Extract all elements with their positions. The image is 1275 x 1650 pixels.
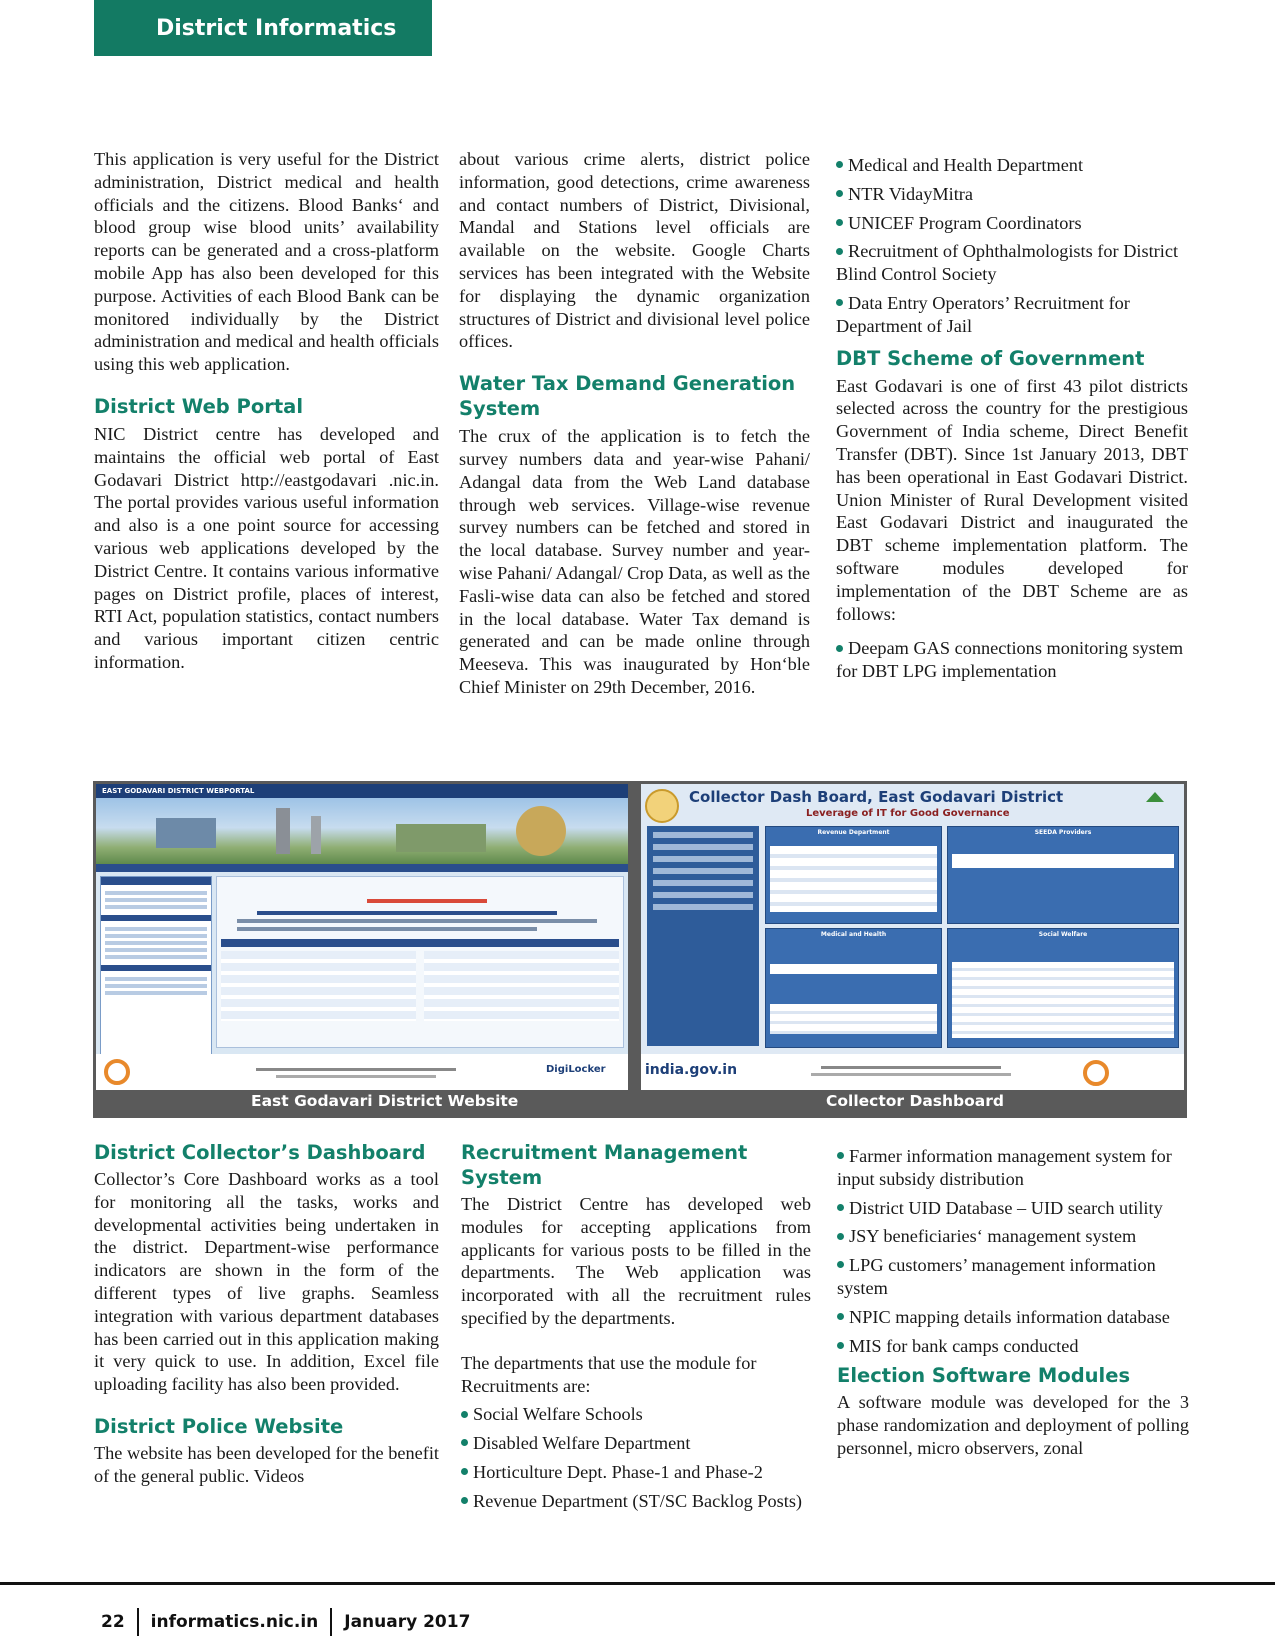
screenshot-figure [93, 781, 1187, 1118]
website-content [216, 876, 624, 1048]
bullet-icon [836, 248, 843, 255]
dashboard-title: Collector Dash Board, East Godavari District [689, 788, 1064, 806]
list-item: Data Entry Operators’ Recruitment for Department of Jail [836, 292, 1130, 336]
list-item: NTR VidayMitra [836, 183, 1188, 206]
footer-rule [0, 1582, 1275, 1585]
list-item: Farmer information management system for input subsidy distribution [837, 1146, 1172, 1189]
list-item: NPIC mapping details information database [837, 1306, 1189, 1329]
footer-divider [137, 1608, 139, 1636]
paragraph: This application is very useful for the District administration, District medical and health officials and the citizens. Blood Banks‘ and blood group wise blood units’ availability reports can be generated and a cross-platform mobile App has also been developed for this purpose. Activities of each Blood Bank can be monitored individually by the District administration and medical and health officials using this web application. [94, 149, 439, 375]
home-icon[interactable] [1146, 792, 1164, 802]
caption-website: East Godavari District Website [251, 1092, 519, 1110]
bullet-icon [837, 1261, 844, 1268]
column-1-lower [94, 1140, 439, 1488]
list-item: Recruitment of Ophthalmologists for District Blind Control Society [836, 241, 1179, 285]
bullet-icon [461, 1439, 468, 1446]
paragraph: NIC District centre has developed and maintains the official web portal of East Godavari District http://eastgodavari .nic.in. The portal provides various useful information and also is a one point source for accessing various web applications developed by the District Centre. It contains various informative pages on District profile, places of interest, RTI Act, population statistics, contact numbers and various important citizen centric information. [94, 423, 439, 672]
heading-recruitment: Recruitment Management System [461, 1141, 748, 1189]
column-3-lower [837, 1145, 1189, 1460]
heading-collector-dashboard: District Collector’s Dashboard [94, 1141, 426, 1164]
paragraph: East Godavari is one of first 43 pilot districts selected across the country for the prestigious Government of India scheme, Direct Benefit Transfer (DBT). Since 1st January 2013, DBT has been operational in East Godavari District. Union Minister of Rural Development visited East Godavari District and inaugurated the DBT scheme implementation platform. The software modules developed for implementation of the DBT Scheme are as follows: [836, 375, 1188, 624]
ap-emblem-icon [645, 789, 679, 823]
list-item: Disabled Welfare Department [461, 1432, 811, 1455]
list-item: Medical and Health Department [836, 154, 1188, 177]
bullet-list [836, 637, 1188, 683]
footer-site: informatics.nic.in [150, 1612, 319, 1632]
bullet-icon [461, 1468, 468, 1475]
paragraph: The crux of the application is to fetch the survey numbers data and year-wise Pahani/ Adangal data from the Web Land database through web services. Village-wise revenue survey numbers can be fetched and stored in the local database. Survey number and year-wise Pahani/ Adangal/ Crop Data, as well as the Fasli-wise data can also be fetched and stored in the local database. Water Tax demand is generated and can be made online through Meeseva. This was inaugurated by Hon‘ble Chief Minister on 29th December, 2016. [459, 426, 810, 697]
section-title: District Informatics [156, 15, 397, 41]
list-item: Revenue Department (ST/SC Backlog Posts) [461, 1490, 811, 1513]
paragraph: about various crime alerts, district police information, good detections, crime awareness and contact numbers of District, Divisional, Mandal and Stations level officials are available on the website. Google Charts services has been integrated with the Website for displaying the dynamic organization structures of District and divisional level police offices. [459, 149, 810, 352]
column-2 [459, 148, 810, 699]
footer-date: January 2017 [344, 1612, 471, 1632]
bullet-icon [836, 161, 843, 168]
bullet-icon [836, 219, 843, 226]
dashboard-footer [641, 1054, 1184, 1090]
list-item: Deepam GAS connections monitoring system for DBT LPG implementation [836, 638, 1184, 682]
digital-india-logo [1083, 1060, 1109, 1086]
bullet-list [836, 154, 1188, 338]
list-item: Social Welfare Schools [461, 1403, 811, 1426]
bullet-icon [461, 1497, 468, 1504]
paragraph: The departments that use the module for Recruitments are: [461, 1352, 757, 1396]
bullet-icon [837, 1152, 844, 1159]
paragraph: The website has been developed for the benefit of the general public. Videos [94, 1442, 439, 1486]
website-title-bar: EAST GODAVARI DISTRICT WEBPORTAL [96, 784, 628, 798]
page-footer [101, 1608, 470, 1636]
bullet-icon [836, 645, 843, 652]
website-footer [96, 1054, 628, 1090]
heading-dbt-scheme: DBT Scheme of Government [836, 346, 1145, 370]
heading-district-web-portal: District Web Portal [94, 394, 304, 418]
list-item: District UID Database – UID search utility [837, 1197, 1189, 1220]
bullet-icon [836, 190, 843, 197]
dashboard-panel-medical: Medical and Health [765, 928, 942, 1048]
section-tab [94, 0, 432, 56]
bullet-list [837, 1145, 1189, 1357]
list-item: MIS for bank camps conducted [837, 1335, 1189, 1358]
caption-dashboard: Collector Dashboard [826, 1092, 1004, 1110]
paragraph: Collector’s Core Dashboard works as a tool for monitoring all the tasks, works and developmental activities being undertaken in the district. Department-wise performance indicators are shown in the form of the different types of live graphs. Seamless integration with various department databases has been carried out in this application making it very quick to use. In addition, Excel file uploading facility has also been provided. [94, 1169, 439, 1395]
dashboard-panel-welfare: Social Welfare [947, 928, 1179, 1048]
column-2-lower [461, 1140, 811, 1519]
bullet-icon [461, 1411, 468, 1418]
website-nav-bar [96, 864, 628, 872]
column-3 [836, 154, 1188, 689]
list-item: JSY beneficiaries‘ management system [837, 1225, 1189, 1248]
dashboard-subtitle: Leverage of IT for Good Governance [806, 808, 1010, 819]
bullet-icon [837, 1204, 844, 1211]
digital-india-logo [104, 1059, 130, 1085]
paragraph: The District Centre has developed web modules for accepting applications from applicants for various posts to be filled in the departments. The Web application was incorporated with all the recruitment rules specified by the departments. [461, 1194, 811, 1328]
collector-dashboard-screenshot [641, 784, 1184, 1090]
dashboard-nav-menu [647, 826, 759, 1046]
website-sidebar [100, 876, 212, 1068]
district-website-screenshot [96, 784, 628, 1090]
list-item: Horticulture Dept. Phase-1 and Phase-2 [461, 1461, 811, 1484]
website-banner-image [96, 798, 628, 864]
bullet-icon [837, 1342, 844, 1349]
dashboard-panel-seeda: SEEDA Providers [947, 826, 1179, 924]
paragraph: A software module was developed for the 3 phase randomization and deployment of polling personnel, micro observers, zonal [837, 1392, 1189, 1458]
column-1 [94, 148, 439, 674]
page-number: 22 [101, 1612, 125, 1632]
heading-water-tax: Water Tax Demand Generation System [459, 372, 796, 421]
bullet-icon [837, 1233, 844, 1240]
dashboard-panel-revenue: Revenue Department [765, 826, 942, 924]
list-item: UNICEF Program Coordinators [836, 212, 1188, 235]
digilocker-logo: DigiLocker [546, 1064, 606, 1075]
bullet-icon [837, 1313, 844, 1320]
bullet-list [461, 1403, 811, 1512]
list-item: LPG customers’ management information system [837, 1255, 1156, 1298]
india-gov-logo: india.gov.in [645, 1062, 738, 1078]
heading-police-website: District Police Website [94, 1414, 344, 1438]
footer-divider [330, 1608, 332, 1636]
bullet-icon [836, 299, 843, 306]
heading-election-software: Election Software Modules [837, 1364, 1131, 1388]
